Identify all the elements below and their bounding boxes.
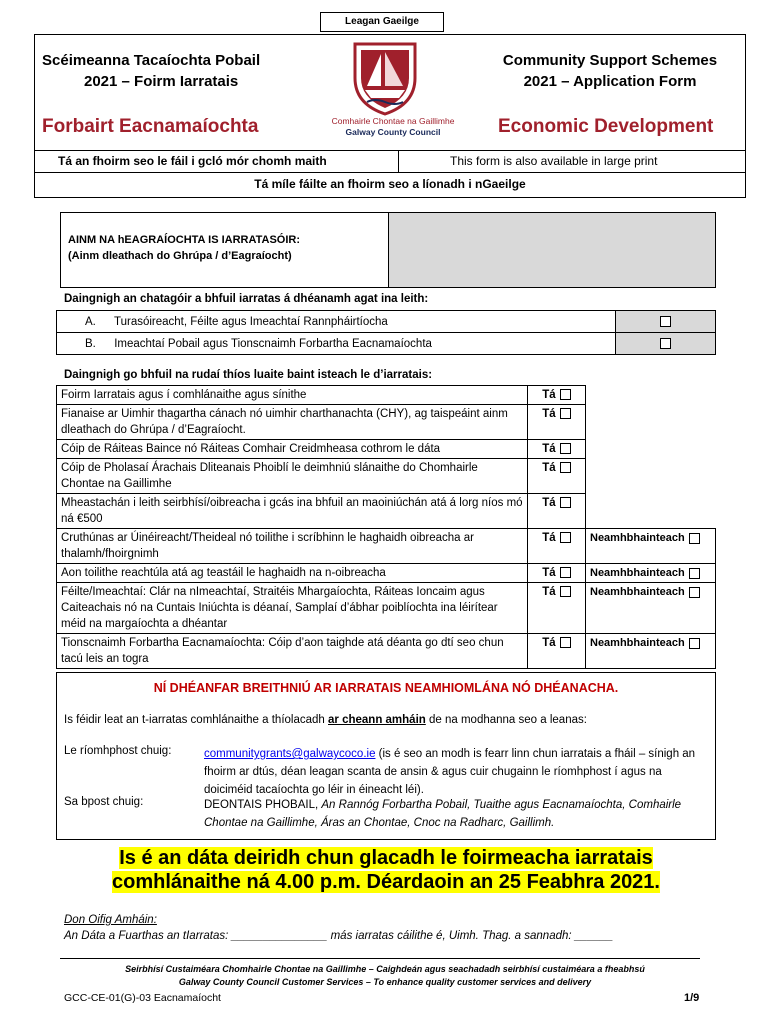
attachment-ta-checkbox[interactable] xyxy=(560,408,571,419)
attachment-na-cell xyxy=(586,564,716,583)
attachment-row xyxy=(57,529,716,564)
category-heading: Daingnigh an chatagóir a bhfuil iarratas á dhéanamh agat ina leith: xyxy=(64,293,429,305)
large-print-english: This form is also available in large print xyxy=(450,154,658,168)
footer-irish: Seirbhísí Custaiméara Chomhairle Chontae na Gaillimhe – Caighdeán agus seachadadh seirbhísí custaiméara a fheabhsú xyxy=(125,964,645,974)
na-label: Neamhbhainteach xyxy=(590,586,685,598)
postal-address xyxy=(204,796,704,832)
divider xyxy=(34,150,746,151)
category-check-cell xyxy=(616,311,716,333)
attachment-text: Aon toilithe reachtúla atá ag teastáil le haghaidh na n-oibreacha xyxy=(57,564,528,583)
attachment-ta-checkbox[interactable] xyxy=(560,567,571,578)
attachment-na-empty xyxy=(586,459,716,494)
email-note: (is é seo an modh is fearr linn chun iarratais a fháil – sínigh an fhoirm ar dtús, déan leagan scanta de ansin & agus cuir chugainn le ríomhphost í agus na doiciméid tacaíochta go léir in éineacht léi). xyxy=(204,748,696,796)
office-use-line: An Dáta a Fuarthas an tIarratas: _______________ más iarratas cáilithe é, Uimh. Thag. a sannadh: ______ xyxy=(64,930,614,942)
na-label: Neamhbhainteach xyxy=(590,637,685,649)
attachment-na-checkbox[interactable] xyxy=(689,533,700,544)
attachment-row xyxy=(57,459,716,494)
attachment-na-empty xyxy=(586,386,716,405)
department-english: Economic Development xyxy=(498,116,714,137)
category-b-checkbox[interactable] xyxy=(660,338,671,349)
attachment-na-checkbox[interactable] xyxy=(689,638,700,649)
attachment-ta-cell xyxy=(528,564,586,583)
attachment-text: Foirm Iarratais agus í comhlánaithe agus sínithe xyxy=(57,386,528,405)
email-label: Le ríomhphost chuig: xyxy=(64,745,172,757)
attachment-ta-checkbox[interactable] xyxy=(560,497,571,508)
category-letter: B. xyxy=(85,337,96,350)
title-english-line1: Community Support Schemes xyxy=(502,52,718,69)
attachment-ta-cell xyxy=(528,583,586,634)
post-name: DEONTAIS PHOBAIL, xyxy=(204,799,322,811)
attachment-row xyxy=(57,386,716,405)
council-crest-logo xyxy=(345,38,425,116)
document-reference: GCC-CE-01(G)-03 Eacnamaíocht xyxy=(64,992,221,1004)
attachment-ta-cell xyxy=(528,494,586,529)
attachment-na-empty xyxy=(586,494,716,529)
attachment-na-checkbox[interactable] xyxy=(689,587,700,598)
incomplete-warning: NÍ DHÉANFAR BREITHNIÚ AR IARRATAIS NEAMHIOMLÁNA NÓ DHÉANACHA. xyxy=(153,681,619,695)
language-tag: Leagan Gaeilge xyxy=(320,12,444,32)
attachment-text: Cruthúnas ar Úinéireacht/Theideal nó toilithe i scríbhinn le haghaidh oibreacha ar thalamh/fhoirgnimh xyxy=(57,529,528,564)
attachment-row xyxy=(57,634,716,669)
divider xyxy=(34,172,746,173)
attachment-ta-checkbox[interactable] xyxy=(560,462,571,473)
attachment-na-checkbox[interactable] xyxy=(689,568,700,579)
organisation-name-label-line1: AINM NA hEAGRAÍOCHTA IS IARRATASÓIR: xyxy=(68,234,301,246)
title-irish-line2: 2021 – Foirm Iarratais xyxy=(84,73,239,90)
ta-label: Tá xyxy=(542,586,556,598)
na-label: Neamhbhainteach xyxy=(590,567,685,579)
organisation-name-label-line2: (Ainm dleathach do Ghrúpa / d’Eagraíocht) xyxy=(68,250,292,262)
attachments-table xyxy=(56,385,716,669)
footer-divider xyxy=(60,958,700,959)
attachment-ta-cell xyxy=(528,634,586,669)
category-row-a xyxy=(57,311,716,333)
attachment-row xyxy=(57,440,716,459)
attachment-ta-checkbox[interactable] xyxy=(560,586,571,597)
attachment-ta-cell xyxy=(528,440,586,459)
submission-intro xyxy=(64,714,587,726)
attachment-row xyxy=(57,564,716,583)
category-text: Turasóireacht, Féilte agus Imeachtaí Rannpháirtíocha xyxy=(114,315,388,328)
large-print-irish: Tá an fhoirm seo le fáil i gcló mór chomh maith xyxy=(58,154,327,168)
post-label: Sa bpost chuig: xyxy=(64,796,144,808)
attachment-na-cell xyxy=(586,634,716,669)
category-text: Imeachtaí Pobail agus Tionscnaimh Forbartha Eacnamaíochta xyxy=(114,337,432,350)
title-english xyxy=(480,50,740,92)
attachment-row xyxy=(57,583,716,634)
category-row-b xyxy=(57,333,716,355)
attachments-heading: Daingnigh go bhfuil na rudaí thíos luaite baint isteach le d’iarratais: xyxy=(64,369,433,381)
ta-label: Tá xyxy=(542,389,556,401)
category-label xyxy=(57,333,616,355)
attachment-na-empty xyxy=(586,440,716,459)
irish-welcome-note: Tá míle fáilte an fhoirm seo a líonadh i nGaeilge xyxy=(254,177,526,191)
category-check-cell xyxy=(616,333,716,355)
ta-label: Tá xyxy=(542,443,556,455)
organisation-name-label xyxy=(68,232,300,264)
organisation-name-field[interactable] xyxy=(388,213,715,287)
office-use-heading: Don Oifig Amháin: xyxy=(64,914,157,926)
category-table xyxy=(56,310,716,355)
attachment-na-empty xyxy=(586,405,716,440)
category-label xyxy=(57,311,616,333)
email-instructions xyxy=(204,745,704,799)
deadline-line2: comhlánaithe ná 4.00 p.m. Déardaoin an 25 Feabhra 2021. xyxy=(112,871,660,893)
department-irish: Forbairt Eacnamaíochta xyxy=(42,116,259,137)
category-letter: A. xyxy=(85,315,96,328)
attachment-text: Tionscnaimh Forbartha Eacnamaíochta: Cóip d’aon taighde atá déanta go dtí seo chun tacú leis an togra xyxy=(57,634,528,669)
attachment-ta-cell xyxy=(528,405,586,440)
email-link[interactable]: communitygrants@galwaycoco.ie xyxy=(204,748,376,760)
ta-label: Tá xyxy=(542,532,556,544)
attachment-row xyxy=(57,494,716,529)
ta-label: Tá xyxy=(542,637,556,649)
attachment-ta-checkbox[interactable] xyxy=(560,637,571,648)
ta-label: Tá xyxy=(542,462,556,474)
attachment-na-cell xyxy=(586,529,716,564)
attachment-ta-cell xyxy=(528,386,586,405)
attachment-ta-checkbox[interactable] xyxy=(560,532,571,543)
attachment-text: Féilte/Imeachtaí: Clár na nImeachtaí, Straitéis Mhargaíochta, Ráiteas Ioncaim agus Caiteachais nó na Cuntais Iniúchta is déanaí, Samplaí d’ábhar poiblíochta ina léirítear méid na margaíochta a dhéantar xyxy=(57,583,528,634)
attachment-na-cell xyxy=(586,583,716,634)
intro-emphasis: ar cheann amháin xyxy=(328,714,426,726)
footer-english: Galway County Council Customer Services – To enhance quality customer services and delivery xyxy=(178,977,592,987)
ta-label: Tá xyxy=(542,408,556,420)
ta-label: Tá xyxy=(542,567,556,579)
council-name-irish: Comhairle Chontae na Gaillimhe xyxy=(331,116,455,126)
intro-text: de na modhanna seo a leanas: xyxy=(425,714,587,726)
attachment-text: Cóip de Pholasaí Árachais Dliteanais Phoiblí le deimhniú slánaithe do Chomhairle Chontae na Gaillimhe xyxy=(57,459,528,494)
attachment-text: Mheastachán i leith seirbhísí/oibreacha i gcás ina bhfuil an maoiniúchán atá á lorg níos mó ná €500 xyxy=(57,494,528,529)
attachment-text: Fianaise ar Uimhir thagartha cánach nó uimhir charthanachta (CHY), ag taispeáint ainm dleathach do Ghrúpa / d’Eagraíocht. xyxy=(57,405,528,440)
title-irish-line1: Scéimeanna Tacaíochta Pobail xyxy=(42,52,261,69)
attachment-ta-checkbox[interactable] xyxy=(560,443,571,454)
attachment-ta-checkbox[interactable] xyxy=(560,389,571,400)
attachment-ta-cell xyxy=(528,529,586,564)
attachment-ta-cell xyxy=(528,459,586,494)
intro-text: Is féidir leat an t-iarratas comhlánaithe a thíolacadh xyxy=(64,714,329,726)
category-a-checkbox[interactable] xyxy=(660,316,671,327)
ta-label: Tá xyxy=(542,497,556,509)
council-name-english: Galway County Council xyxy=(345,127,441,137)
attachment-text: Cóip de Ráiteas Baince nó Ráiteas Comhair Creidmheasa cothrom le dáta xyxy=(57,440,528,459)
title-english-line2: 2021 – Application Form xyxy=(523,73,697,90)
title-irish xyxy=(42,50,302,92)
post-address: An Rannóg Forbartha Pobail, Tuaithe agus Eacnamaíochta, Comhairle Chontae na Gaillimhe, Áras an Chontae, Cnoc na Radharc, Gaillimh. xyxy=(204,799,682,829)
deadline-line1: Is é an dáta deiridh chun glacadh le foirmeacha iarratais xyxy=(119,847,653,869)
attachment-row xyxy=(57,405,716,440)
divider xyxy=(398,150,399,172)
page-number: 1/9 xyxy=(684,992,700,1004)
deadline-notice xyxy=(56,846,716,894)
na-label: Neamhbhainteach xyxy=(590,532,685,544)
